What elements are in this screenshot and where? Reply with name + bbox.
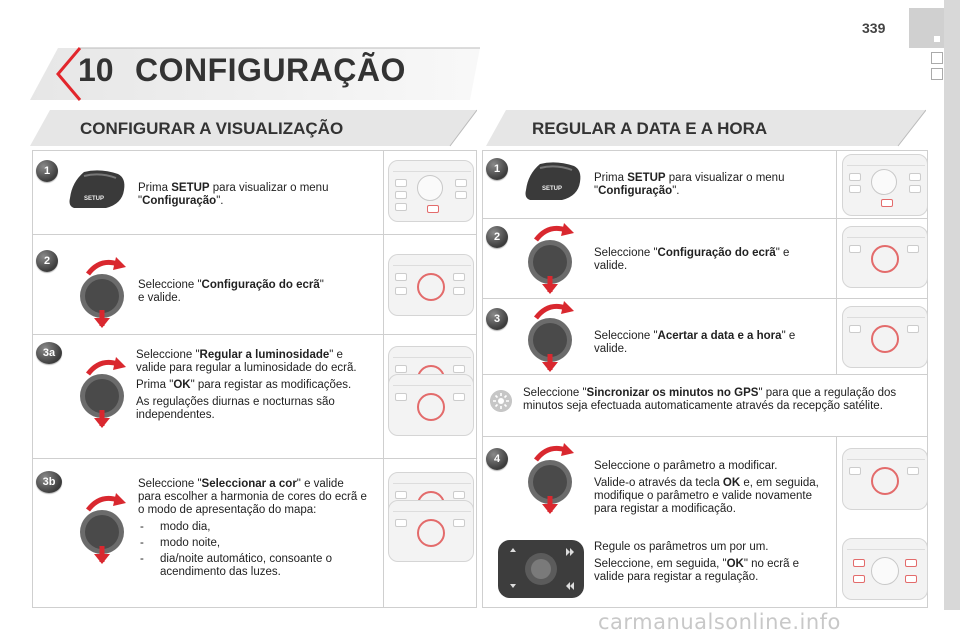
console-thumbnail	[842, 306, 928, 368]
console-thumbnail	[842, 154, 928, 216]
console-thumbnail	[388, 374, 474, 436]
setup-button-icon	[522, 160, 584, 204]
step-badge: 1	[486, 158, 508, 180]
right-step4-text: Seleccione o parâmetro a modificar. Valide-o através da tecla OK e, em seguida, modifique o parâmetro e valide novamente para registar a modificação.	[594, 460, 819, 515]
right-section-header	[486, 108, 926, 148]
page-number: 339	[862, 20, 886, 36]
right-step4-regulate-text: Regule os parâmetros um por um. Seleccione, em seguida, "OK" no ecrã e valide para registar a regulação.	[594, 541, 800, 583]
right-step1-text: Prima SETUP para visualizar o menu "Configuração".	[594, 172, 785, 197]
rotary-knob-icon	[522, 222, 582, 294]
left-step2-text: Seleccione "Configuração do ecrã" e valide.	[138, 279, 324, 304]
gps-sync-text: Seleccione "Sincronizar os minutos no GPS" para que a regulação dos minutos seja efectuada automaticamente através da recepção satélite.	[523, 387, 897, 412]
bookmark-icon	[931, 68, 943, 80]
rotary-knob-icon	[522, 300, 582, 372]
right-section-title: REGULAR A DATA E A HORA	[532, 119, 768, 138]
step-badge: 3b	[36, 471, 62, 493]
right-step3-text: Seleccione "Acertar a data e a hora" e valide.	[594, 330, 796, 355]
svg-text:SETUP: SETUP	[542, 186, 563, 192]
list-item: - dia/noite automático, consoante o acendimento das luzes.	[138, 553, 368, 579]
console-thumbnail	[842, 226, 928, 288]
console-thumbnail	[388, 500, 474, 562]
rotary-knob-icon	[74, 256, 134, 328]
list-item: - modo noite,	[138, 537, 368, 550]
console-thumbnail	[842, 538, 928, 600]
step-badge: 3a	[36, 342, 62, 364]
chapter-number: 10	[78, 52, 114, 88]
step-badge: 4	[486, 448, 508, 470]
left-section-title: CONFIGURAR A VISUALIZAÇÃO	[80, 119, 344, 138]
step-badge: 1	[36, 160, 58, 182]
rotary-knob-icon	[74, 356, 134, 428]
right-step2-text: Seleccione "Configuração do ecrã" e valide.	[594, 247, 790, 272]
left-step3a-text: Seleccione "Regular a luminosidade" e valide para regular a luminosidade do ecrã. Prima "OK" para registar as modificações. As regulações diurnas e nocturnas são independentes.	[136, 349, 357, 421]
setup-button-icon	[66, 168, 128, 212]
navigation-pad-icon	[496, 538, 586, 600]
left-step3b-text: Seleccione "Seleccionar a cor" e valide para escolher a harmonia de cores do ecrã e o modo de apresentação do mapa: - modo dia, - modo noite, - dia/noite automático, consoante o acendimento das luzes.	[138, 478, 368, 582]
side-strip	[944, 0, 960, 610]
left-section-header	[30, 108, 477, 148]
list-item: - modo dia,	[138, 521, 368, 534]
console-thumbnail	[388, 254, 474, 316]
rotary-knob-icon	[522, 442, 582, 514]
bookmark-icon	[931, 52, 943, 64]
gps-satellite-icon	[490, 390, 512, 412]
page-tab	[909, 8, 944, 48]
step-badge: 2	[36, 250, 58, 272]
left-step1-text: Prima SETUP para visualizar o menu "Configuração".	[138, 182, 329, 207]
step-badge: 2	[486, 226, 508, 248]
rotary-knob-icon	[74, 492, 134, 564]
console-thumbnail	[842, 448, 928, 510]
svg-text:SETUP: SETUP	[84, 196, 105, 202]
chapter-title: CONFIGURAÇÃO	[135, 52, 406, 88]
console-thumbnail	[388, 160, 474, 222]
step-badge: 3	[486, 308, 508, 330]
watermark: carmanualsonline.info	[598, 610, 841, 634]
